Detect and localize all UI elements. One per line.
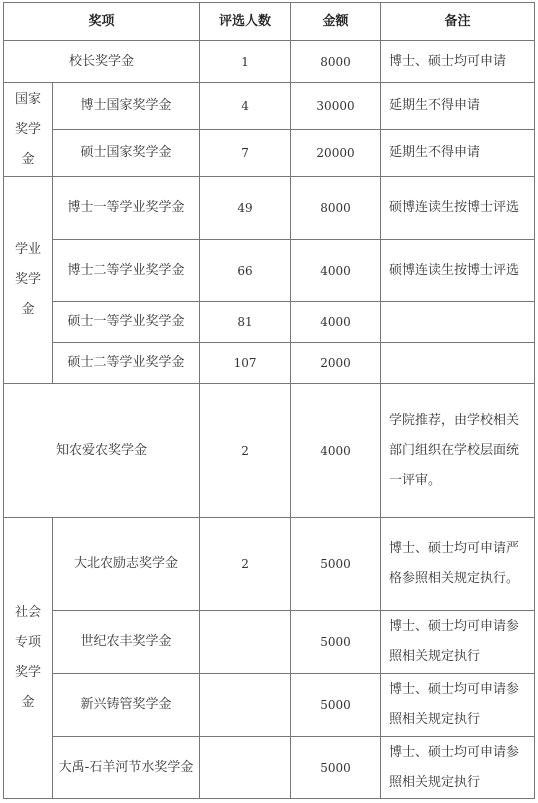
award-name: 校长奖学金 [4,41,200,83]
table-row [4,737,535,799]
award-amount: 5000 [291,674,381,737]
award-name: 硕士国家奖学金 [53,130,200,177]
award-count [200,674,291,737]
award-amount: 5000 [291,611,381,674]
award-name: 新兴铸管奖学金 [53,674,200,737]
category-social: 社会专项奖学金 [4,518,53,799]
award-amount: 20000 [291,130,381,177]
award-count: 107 [200,343,291,384]
header-note: 备注 [381,3,535,41]
award-amount: 4000 [291,384,381,518]
table-row [4,343,535,384]
award-note: 延期生不得申请 [381,130,535,177]
award-amount: 2000 [291,343,381,384]
header-award: 奖项 [4,3,200,41]
category-academic: 学业奖学金 [4,177,53,384]
award-count: 4 [200,83,291,130]
table-row [4,83,535,130]
scholarship-table [3,2,535,799]
award-name: 硕士二等学业奖学金 [53,343,200,384]
table-row [4,41,535,83]
award-note: 硕博连读生按博士评选 [381,177,535,240]
award-note: 博士、硕士均可申请参照相关规定执行 [381,737,535,799]
award-amount: 8000 [291,177,381,240]
award-count: 2 [200,384,291,518]
header-row [4,3,535,41]
award-note [381,302,535,343]
header-amount: 金额 [291,3,381,41]
award-name: 硕士一等学业奖学金 [53,302,200,343]
award-count: 1 [200,41,291,83]
award-amount: 4000 [291,302,381,343]
award-note: 延期生不得申请 [381,83,535,130]
award-count: 66 [200,240,291,302]
award-name: 博士二等学业奖学金 [53,240,200,302]
award-amount: 8000 [291,41,381,83]
award-name: 大禹-石羊河节水奖学金 [53,737,200,799]
table-row [4,518,535,611]
award-amount: 5000 [291,737,381,799]
award-name: 大北农励志奖学金 [53,518,200,611]
award-amount: 4000 [291,240,381,302]
table-row [4,240,535,302]
award-name: 知农爱农奖学金 [4,384,200,518]
award-count: 81 [200,302,291,343]
award-note: 学院推荐，由学校相关部门组织在学校层面统一评审。 [381,384,535,518]
award-count [200,737,291,799]
table-row [4,302,535,343]
table-row [4,384,535,518]
award-count: 49 [200,177,291,240]
award-count [200,611,291,674]
award-count: 7 [200,130,291,177]
category-national: 国家奖学金 [4,83,53,177]
award-name: 博士一等学业奖学金 [53,177,200,240]
award-note: 硕博连读生按博士评选 [381,240,535,302]
table-row [4,177,535,240]
award-name: 世纪农丰奖学金 [53,611,200,674]
award-note: 博士、硕士均可申请严格参照相关规定执行。 [381,518,535,611]
award-name: 博士国家奖学金 [53,83,200,130]
table-row [4,130,535,177]
table-row [4,611,535,674]
table-row [4,674,535,737]
award-note [381,343,535,384]
award-amount: 5000 [291,518,381,611]
award-note: 博士、硕士均可申请参照相关规定执行 [381,611,535,674]
award-amount: 30000 [291,83,381,130]
award-note: 博士、硕士均可申请 [381,41,535,83]
award-note: 博士、硕士均可申请参照相关规定执行 [381,674,535,737]
header-count: 评选人数 [200,3,291,41]
award-count: 2 [200,518,291,611]
